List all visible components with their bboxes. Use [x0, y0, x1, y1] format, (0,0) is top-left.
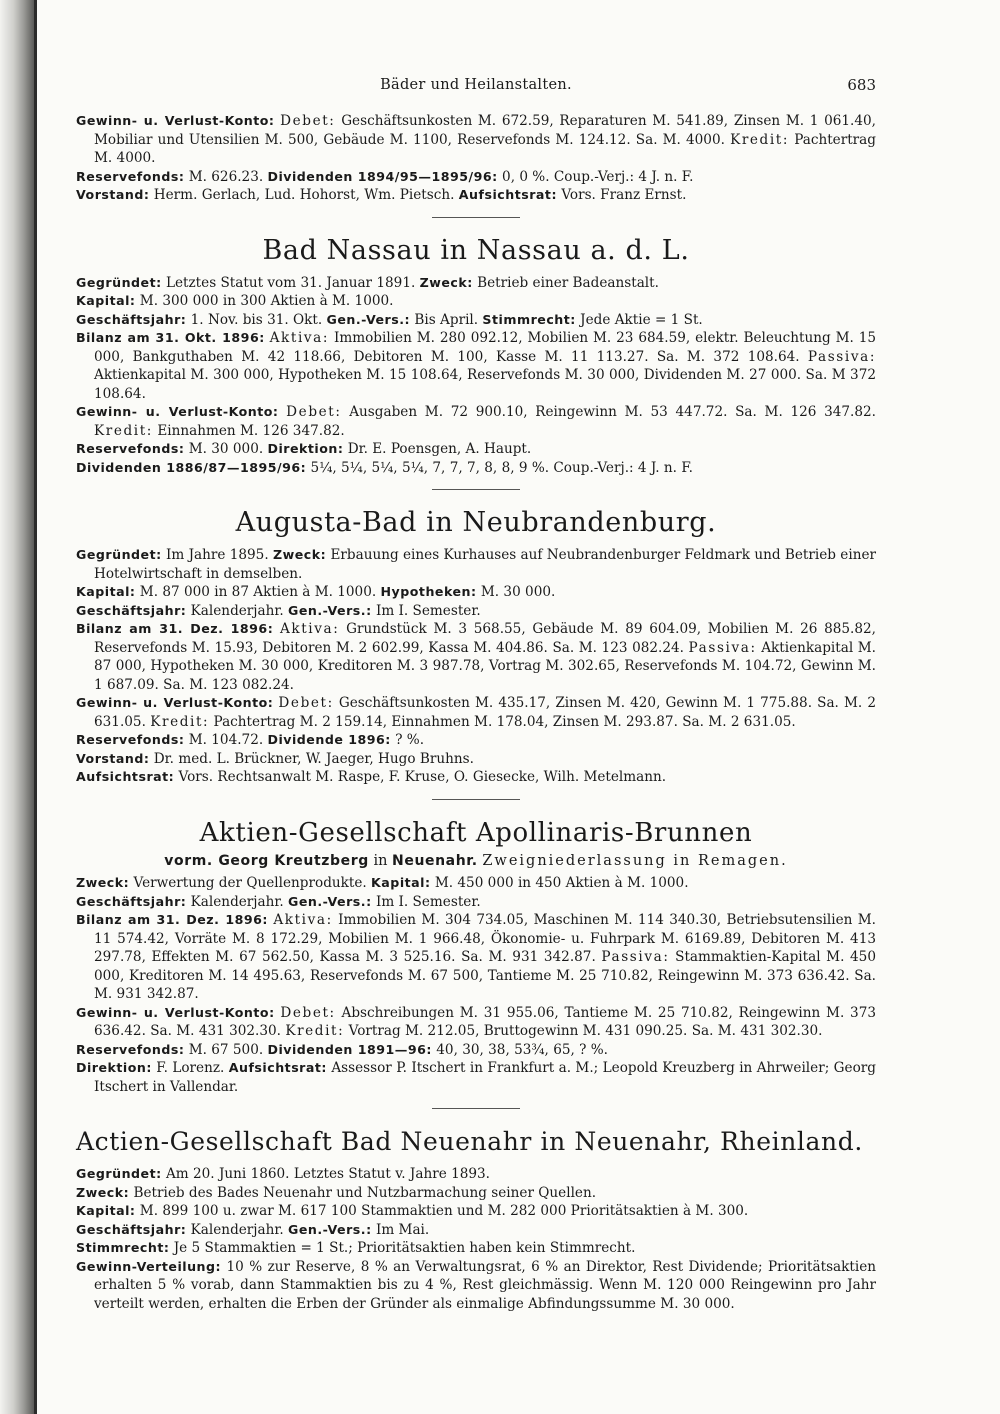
subheading-location: Neuenahr. [392, 852, 478, 869]
field-label: Reservefonds: [76, 168, 185, 184]
entry-heading: Augusta-Bad in Neubrandenburg. [235, 507, 717, 538]
geschaeftsjahr-paragraph [76, 893, 876, 912]
field-text: 40, 30, 38, 53¾, 65, ? %. [436, 1041, 608, 1058]
field-text: Im I. Semester. [375, 602, 481, 619]
field-text: M. 87 000 in 87 Aktien à M. 1000. [139, 584, 377, 600]
field-text: Verwertung der Quellenprodukte. [133, 875, 367, 891]
field-text: Kalenderjahr. [190, 1221, 284, 1238]
field-text: Im Jahre 1895. [165, 547, 269, 563]
field-label: Zweck: [419, 274, 473, 290]
field-label: Gegründet: [76, 1166, 162, 1181]
bilanz-paragraph [76, 911, 876, 1004]
geschaeftsjahr-paragraph [76, 1221, 876, 1240]
field-text: M. 30 000. [480, 584, 556, 600]
field-label: Geschäftsjahr: [76, 893, 187, 909]
entry-heading: Bad Nassau in Nassau a. d. L. [262, 234, 690, 266]
bilanz-paragraph [76, 329, 876, 403]
field-label: Zweck: [272, 547, 327, 562]
field-label: Kapital: [76, 293, 136, 308]
field-label: Reservefonds: [76, 732, 185, 747]
field-text: M. 450 000 in 450 Aktien à M. 1000. [434, 875, 689, 891]
section-divider [432, 1108, 520, 1109]
field-label: Gewinn-Verteilung: [76, 1258, 222, 1274]
debet-label: Debet: [280, 1004, 336, 1021]
dividenden-paragraph [76, 459, 876, 478]
field-text: 10 % zur Reserve, 8 % an Verwaltungsrat, 6 % an Direktor, Rest Dividende; Prioritätsaktien erhalten 5 % vorab, dann Stammaktien bis zu 4 %, Rest gleichmässig. Wenn M. 120 000 Reingewinn pro Jahr verteilt werden, erhalten die Erben der Gründer als einmalige Abfindungssumme M. 30 000. [94, 1258, 877, 1312]
debet-text: Geschäftsunkosten M. 672.59, Reparaturen M. 541.89, Zinsen M. 1 061.40, Mobiliar und Utensilien M. 500, Gebäude M. 1100, Reservefonds M. 124.12. Sa. M. 4000. [94, 113, 876, 148]
subheading-branch: Zweigniederlassung in Remagen. [482, 852, 788, 869]
entry-augusta-bad [76, 506, 876, 787]
field-label: Hypotheken: [380, 584, 477, 599]
aktiva-label: Aktiva: [273, 912, 333, 928]
passiva-text: Aktienkapital M. 87 000, Hypotheken M. 30 000, Kreditoren M. 3 987.78, Vortrag M. 302.65, Reservefonds M. 104.72, Gewinn M. 1 687.09. Sa. M. 123 082.24. [94, 639, 876, 693]
kredit-text: Einnahmen M. 126 347.82. [157, 422, 345, 439]
field-label: Stimmrecht: [482, 311, 576, 327]
field-label: Aufsichtsrat: [76, 769, 175, 784]
field-label: Bilanz am 31. Okt. 1896: [76, 330, 265, 345]
passiva-label: Passiva: [601, 949, 670, 965]
field-text: Assessor P. Itschert in Frankfurt a. M.; Leopold Kreuzberg in Ahrweiler; Georg Itschert in Vallendar. [94, 1060, 876, 1095]
field-text: Bis April. [414, 311, 479, 328]
field-text: M. 30 000. [188, 441, 264, 457]
field-label: Gewinn- u. Verlust-Konto: [76, 404, 279, 419]
gv-konto-paragraph [76, 112, 876, 168]
field-label: Geschäftsjahr: [76, 602, 187, 618]
field-text: F. Lorenz. [156, 1060, 225, 1076]
vorstand-paragraph [76, 750, 876, 769]
field-text: Dr. E. Poensgen, A. Haupt. [347, 441, 532, 457]
field-text: 5¼, 5¼, 5¼, 5¼, 7, 7, 7, 8, 8, 9 %. Coup.-Verj.: 4 J. n. F. [310, 459, 693, 476]
field-text: Dr. med. L. Brückner, W. Jaeger, Hugo Bruhns. [153, 750, 474, 767]
entry-apollinaris-brunnen [76, 816, 876, 1097]
field-label: Kapital: [371, 875, 431, 890]
field-label: Bilanz am 31. Dez. 1896: [76, 621, 274, 636]
kredit-text: Vortrag M. 212.05, Bruttogewinn M. 431 090.25. Sa. M. 431 302.30. [348, 1023, 823, 1039]
field-text: M. 67 500. [188, 1041, 264, 1058]
kredit-label: Kredit: [730, 131, 790, 148]
subheading-former-name: vorm. Georg Kreutzberg [164, 852, 369, 869]
binding-edge [34, 0, 37, 1414]
page-number: 683 [847, 76, 876, 94]
gegruendet-paragraph [76, 274, 876, 293]
gv-konto-paragraph [76, 694, 876, 731]
field-text: Vors. Rechtsanwalt M. Raspe, F. Kruse, O. Giesecke, Wilh. Metelmann. [178, 769, 667, 785]
field-text: M. 626.23. [188, 168, 264, 185]
field-label: Gen.-Vers.: [288, 602, 372, 618]
field-label: Direktion: [267, 441, 344, 456]
running-head [76, 76, 876, 104]
field-text: ? %. [395, 732, 425, 748]
entry-heading: Actien-Gesellschaft Bad Neuenahr in Neuenahr, Rheinland. [76, 1127, 863, 1156]
aktiva-label: Aktiva: [269, 330, 330, 346]
field-label: Gegründet: [76, 274, 162, 290]
field-label: Zweck: [76, 1184, 130, 1200]
kapital-paragraph [76, 1202, 876, 1221]
gv-konto-paragraph [76, 403, 876, 440]
reserve-paragraph [76, 731, 876, 750]
field-text: Letztes Statut vom 31. Januar 1891. [165, 274, 416, 291]
debet-label: Debet: [286, 404, 342, 420]
field-text: M. 104.72. [188, 732, 264, 748]
kredit-label: Kredit: [150, 713, 210, 730]
field-text: Herm. Gerlach, Lud. Hohorst, Wm. Pietsch. [153, 187, 455, 203]
field-label: Aufsichtsrat: [228, 1060, 327, 1075]
kredit-label: Kredit: [94, 422, 153, 439]
field-label: Kapital: [76, 1203, 136, 1218]
running-head-title: Bäder und Heilanstalten. [380, 77, 572, 93]
debet-label: Debet: [280, 113, 336, 129]
reserve-paragraph [76, 440, 876, 459]
field-label: Vorstand: [76, 750, 150, 766]
field-text: Jede Aktie = 1 St. [580, 311, 703, 328]
field-label: Vorstand: [76, 187, 150, 202]
debet-text: Ausgaben M. 72 900.10, Reingewinn M. 53 447.72. Sa. M. 126 347.82. [349, 404, 876, 420]
gegruendet-paragraph [76, 546, 876, 583]
section-divider [432, 217, 520, 218]
direktion-paragraph [76, 1059, 876, 1096]
field-label: Geschäftsjahr: [76, 1221, 187, 1237]
aktiva-text: Immobilien M. 304 734.05, Maschinen M. 114 340.30, Betriebsutensilien M. 11 574.42, Vorräte M. 8 172.29, Mobilien M. 1 966.48, Ökonomie- u. Fuhrpark M. 6169.89, Debitoren M. 413 297.78, Effekten M. 67 562.50, Kassa M. 3 525.16. Sa. M. 931 342.87. [94, 912, 877, 965]
passiva-text: Aktienkapital M. 300 000, Hypotheken M. 15 108.64, Reservefonds M. 30 000, Dividenden M. 27 000. Sa. M 372 108.64. [94, 367, 876, 402]
section-divider [432, 489, 520, 490]
field-text: 1. Nov. bis 31. Okt. [190, 311, 323, 328]
zweck-paragraph [76, 1184, 876, 1203]
kredit-text: Pachtertrag M. 4000. [94, 131, 876, 166]
section-divider [432, 799, 520, 800]
field-text: Am 20. Juni 1860. Letztes Statut v. Jahre 1893. [165, 1166, 490, 1182]
gv-konto-paragraph [76, 1004, 876, 1041]
field-text: M. 300 000 in 300 Aktien à M. 1000. [139, 293, 394, 309]
kapital-paragraph [76, 292, 876, 311]
vorstand-paragraph [76, 186, 876, 205]
aktiva-text: Grundstück M. 3 568.55, Gebäude M. 89 604.09, Mobilien M. 26 885.82, Reservefonds M. 15.93, Debitoren M. 2 602.99, Kassa M. 404.86. Sa. M. 123 082.24. [94, 621, 876, 656]
entry-heading: Aktien-Gesellschaft Apollinaris-Brunnen [199, 817, 753, 848]
field-text: Vors. Franz Ernst. [561, 187, 687, 203]
field-label: Gen.-Vers.: [288, 893, 372, 909]
geschaeftsjahr-paragraph [76, 311, 876, 330]
field-text: Kalenderjahr. [190, 602, 284, 619]
aufsichtsrat-paragraph [76, 768, 876, 787]
entry-subheading [76, 852, 876, 871]
field-label: Bilanz am 31. Dez. 1896: [76, 912, 268, 927]
field-label: Dividenden 1891—96: [267, 1041, 432, 1057]
bilanz-paragraph [76, 620, 876, 694]
field-text: Im Mai. [375, 1221, 430, 1238]
stimmrecht-paragraph [76, 1239, 876, 1258]
field-label: Reservefonds: [76, 1041, 185, 1057]
field-label: Stimmrecht: [76, 1240, 170, 1255]
field-label: Kapital: [76, 584, 136, 599]
entry-continuation [76, 112, 876, 205]
passiva-text: Stammaktien-Kapital M. 450 000, Kreditoren M. 14 495.63, Reservefonds M. 67 500, Tantieme M. 25 710.82, Reingewinn M. 373 636.42. Sa. M. 931 342.87. [94, 949, 876, 1002]
field-label: Gewinn- u. Verlust-Konto: [76, 695, 274, 710]
field-label: Gewinn- u. Verlust-Konto: [76, 1004, 275, 1020]
zweck-paragraph [76, 874, 876, 893]
field-text: Je 5 Stammaktien = 1 St.; Prioritätsaktien haben kein Stimmrecht. [173, 1240, 636, 1256]
reserve-paragraph [76, 168, 876, 187]
field-label: Reservefonds: [76, 441, 185, 456]
book-spine-shadow [0, 0, 34, 1414]
field-text: Betrieb des Bades Neuenahr und Nutzbarmachung seiner Quellen. [133, 1184, 597, 1201]
passiva-label: Passiva: [807, 348, 876, 365]
field-label: Gen.-Vers.: [288, 1221, 372, 1237]
aktiva-text: Immobilien M. 280 092.12, Mobilien M. 23 684.59, elektr. Beleuchtung M. 15 000, Bankguthaben M. 42 118.66, Debitoren M. 100, Kasse M. 11 113.27. Sa. M. 372 108.64. [94, 330, 876, 365]
page-content [76, 76, 876, 1313]
field-text: Erbauung eines Kurhauses auf Neubrandenburger Feldmark und Betrieb einer Hotelwirtschaft in demselben. [94, 547, 877, 582]
gewinn-verteilung-paragraph [76, 1258, 876, 1314]
field-label: Gewinn- u. Verlust-Konto: [76, 113, 275, 128]
field-text: 0, 0 %. Coup.-Verj.: 4 J. n. F. [502, 168, 694, 185]
gegruendet-paragraph [76, 1165, 876, 1184]
kapital-paragraph [76, 583, 876, 602]
field-label: Geschäftsjahr: [76, 311, 187, 327]
passiva-label: Passiva: [688, 639, 757, 656]
entry-bad-nassau [76, 234, 876, 478]
debet-text: Abschreibungen M. 31 955.06, Tantieme M. 25 710.82, Reingewinn M. 373 636.42. Sa. M. 431 302.30. [94, 1004, 876, 1039]
field-label: Dividende 1896: [267, 732, 391, 747]
debet-text: Geschäftsunkosten M. 435.17, Zinsen M. 420, Gewinn M. 1 775.88. Sa. M. 2 631.05. [94, 695, 876, 730]
field-label: Direktion: [76, 1060, 152, 1075]
field-label: Dividenden 1886/87—1895/96: [76, 459, 307, 475]
field-text: M. 899 100 u. zwar M. 617 100 Stammaktien und M. 282 000 Prioritätsaktien à M. 300. [139, 1203, 749, 1219]
field-label: Aufsichtsrat: [458, 187, 557, 202]
field-label: Zweck: [76, 875, 130, 890]
entry-bad-neuenahr [76, 1125, 876, 1313]
debet-label: Debet: [278, 695, 334, 711]
field-label: Dividenden 1894/95—1895/96: [267, 168, 498, 184]
field-text: Betrieb einer Badeanstalt. [477, 274, 659, 291]
kredit-text: Pachtertrag M. 2 159.14, Einnahmen M. 178.04, Zinsen M. 293.87. Sa. M. 2 631.05. [213, 713, 796, 730]
aktiva-label: Aktiva: [279, 621, 340, 637]
field-text: Im I. Semester. [375, 893, 481, 910]
field-text: Kalenderjahr. [190, 893, 284, 910]
field-label: Gen.-Vers.: [326, 311, 411, 327]
subheading-connector: in [373, 852, 388, 869]
kredit-label: Kredit: [285, 1023, 345, 1039]
reserve-paragraph [76, 1041, 876, 1060]
geschaeftsjahr-paragraph [76, 602, 876, 621]
field-label: Gegründet: [76, 547, 162, 562]
